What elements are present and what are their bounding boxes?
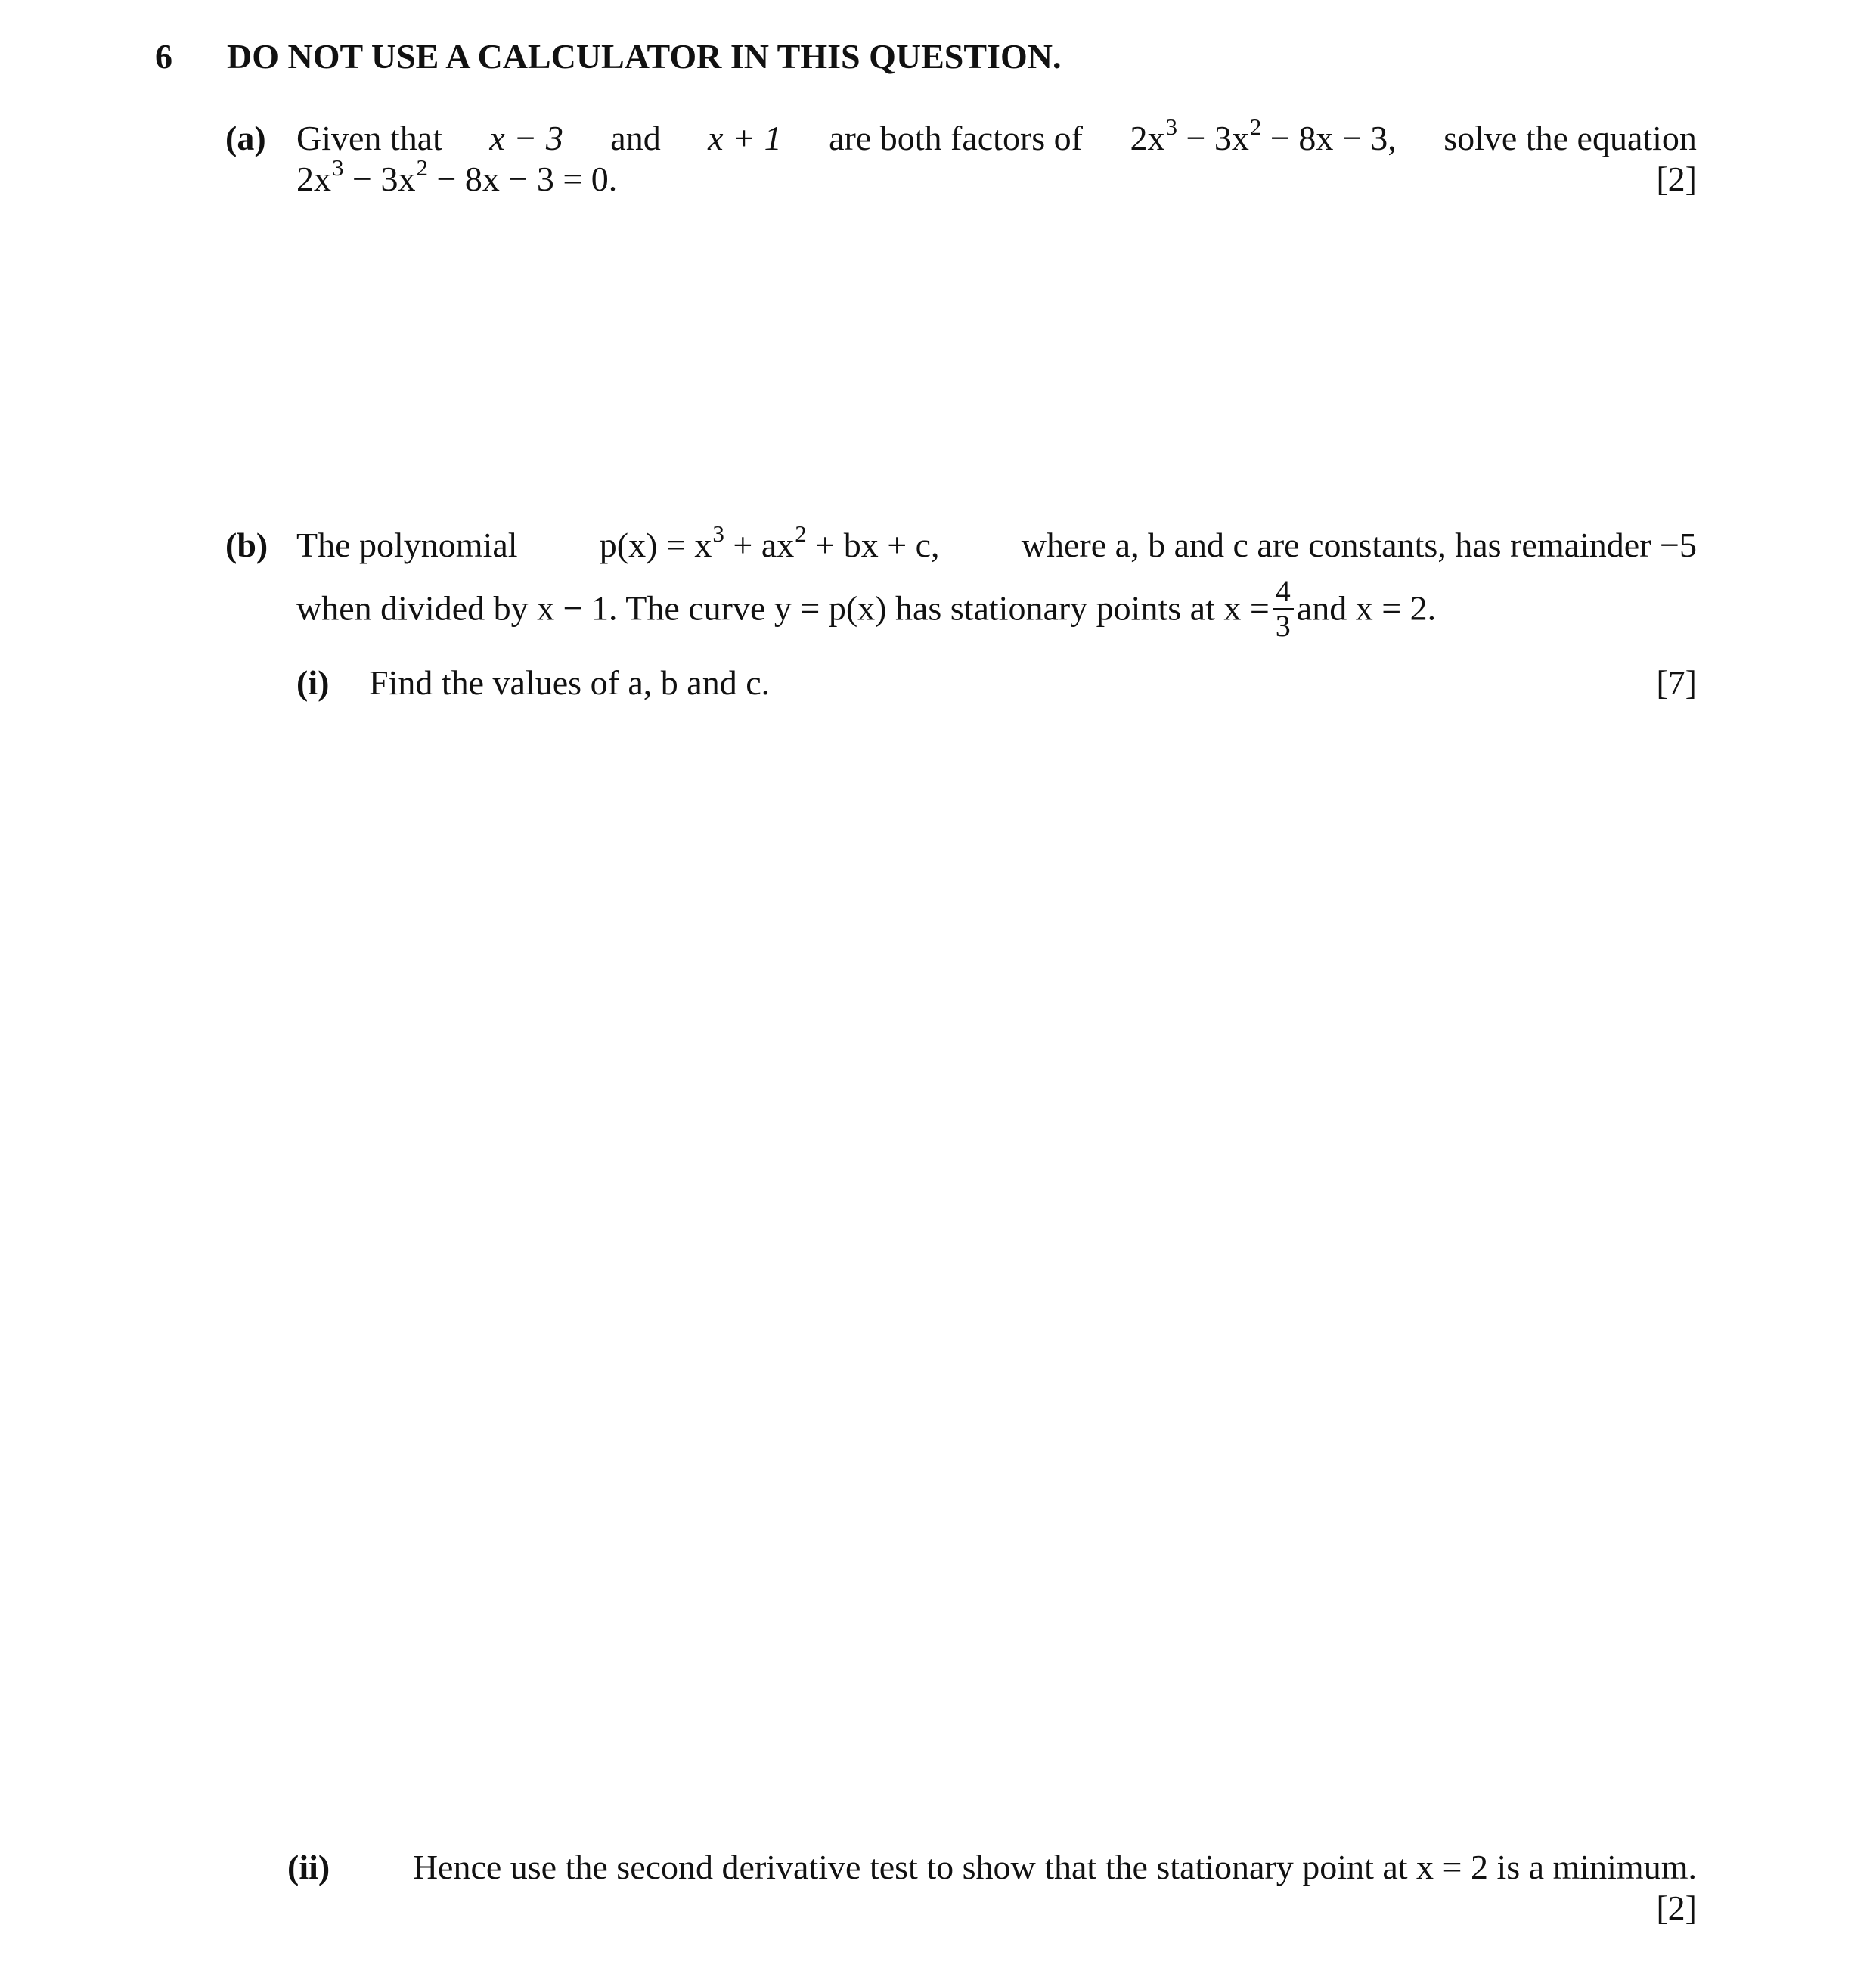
part-a-equation (296, 154, 618, 198)
the-polynomial-text: The polynomial (296, 526, 518, 564)
fraction-four-thirds (1273, 576, 1294, 641)
fraction-numerator: 4 (1273, 576, 1294, 610)
question-instruction: DO NOT USE A CALCULATOR IN THIS QUESTION. (227, 37, 1062, 76)
part-b-line-2 (296, 574, 1437, 644)
exponent-3: 3 (1165, 113, 1177, 140)
equation-lead: 2x (296, 160, 331, 198)
part-b-line-1 (296, 520, 1697, 564)
sub-ii-label: (ii) (287, 1848, 330, 1886)
exponent-2: 2 (1249, 113, 1262, 140)
equation-mid: − 3x (352, 160, 416, 198)
sub-i-label: (i) (296, 663, 330, 702)
stationary-points-text: when divided by x − 1. The curve y = p(x) has stationary points at x = (296, 588, 1270, 628)
and-text: and (610, 119, 661, 157)
p-def-1: p(x) = x (599, 526, 712, 564)
cubic-lead: 2x (1130, 119, 1165, 157)
equation-tail: − 8x − 3 = 0. (436, 160, 618, 198)
p-def-2: + ax (733, 526, 795, 564)
given-that-text: Given that (296, 119, 442, 157)
sub-i-text: Find the values of a, b and c. (369, 663, 771, 702)
p-exponent-2: 2 (795, 520, 807, 547)
cubic-expression (1130, 113, 1397, 157)
factor-1: x − 3 (489, 119, 563, 157)
sub-ii-marks: [2] (1656, 1889, 1697, 1927)
sub-ii-text: Hence use the second derivative test to show that the stationary point at x = 2 is a minimum. (412, 1848, 1697, 1886)
part-a-marks: [2] (1656, 160, 1697, 198)
part-a-label: (a) (225, 119, 266, 157)
where-text: where a, b and c are constants, has remainder −5 (1021, 526, 1697, 564)
part-b-label: (b) (225, 526, 268, 564)
p-exponent-3: 3 (712, 520, 724, 547)
equation-exponent-3: 3 (332, 154, 344, 181)
both-factors-text: are both factors of (829, 119, 1083, 157)
solve-text: solve the equation (1443, 119, 1697, 157)
sub-i-marks: [7] (1656, 663, 1697, 702)
fraction-denominator: 3 (1275, 609, 1291, 643)
question-number: 6 (155, 37, 172, 76)
equation-exponent-2: 2 (416, 154, 428, 181)
factor-2: x + 1 (708, 119, 782, 157)
polynomial-definition (599, 520, 940, 564)
cubic-mid: − 3x (1186, 119, 1249, 157)
and-x-equals-2-text: and x = 2. (1296, 588, 1437, 628)
part-a-line-1 (296, 113, 1697, 157)
cubic-tail: − 8x − 3, (1270, 119, 1397, 157)
p-def-3: + bx + c, (815, 526, 940, 564)
